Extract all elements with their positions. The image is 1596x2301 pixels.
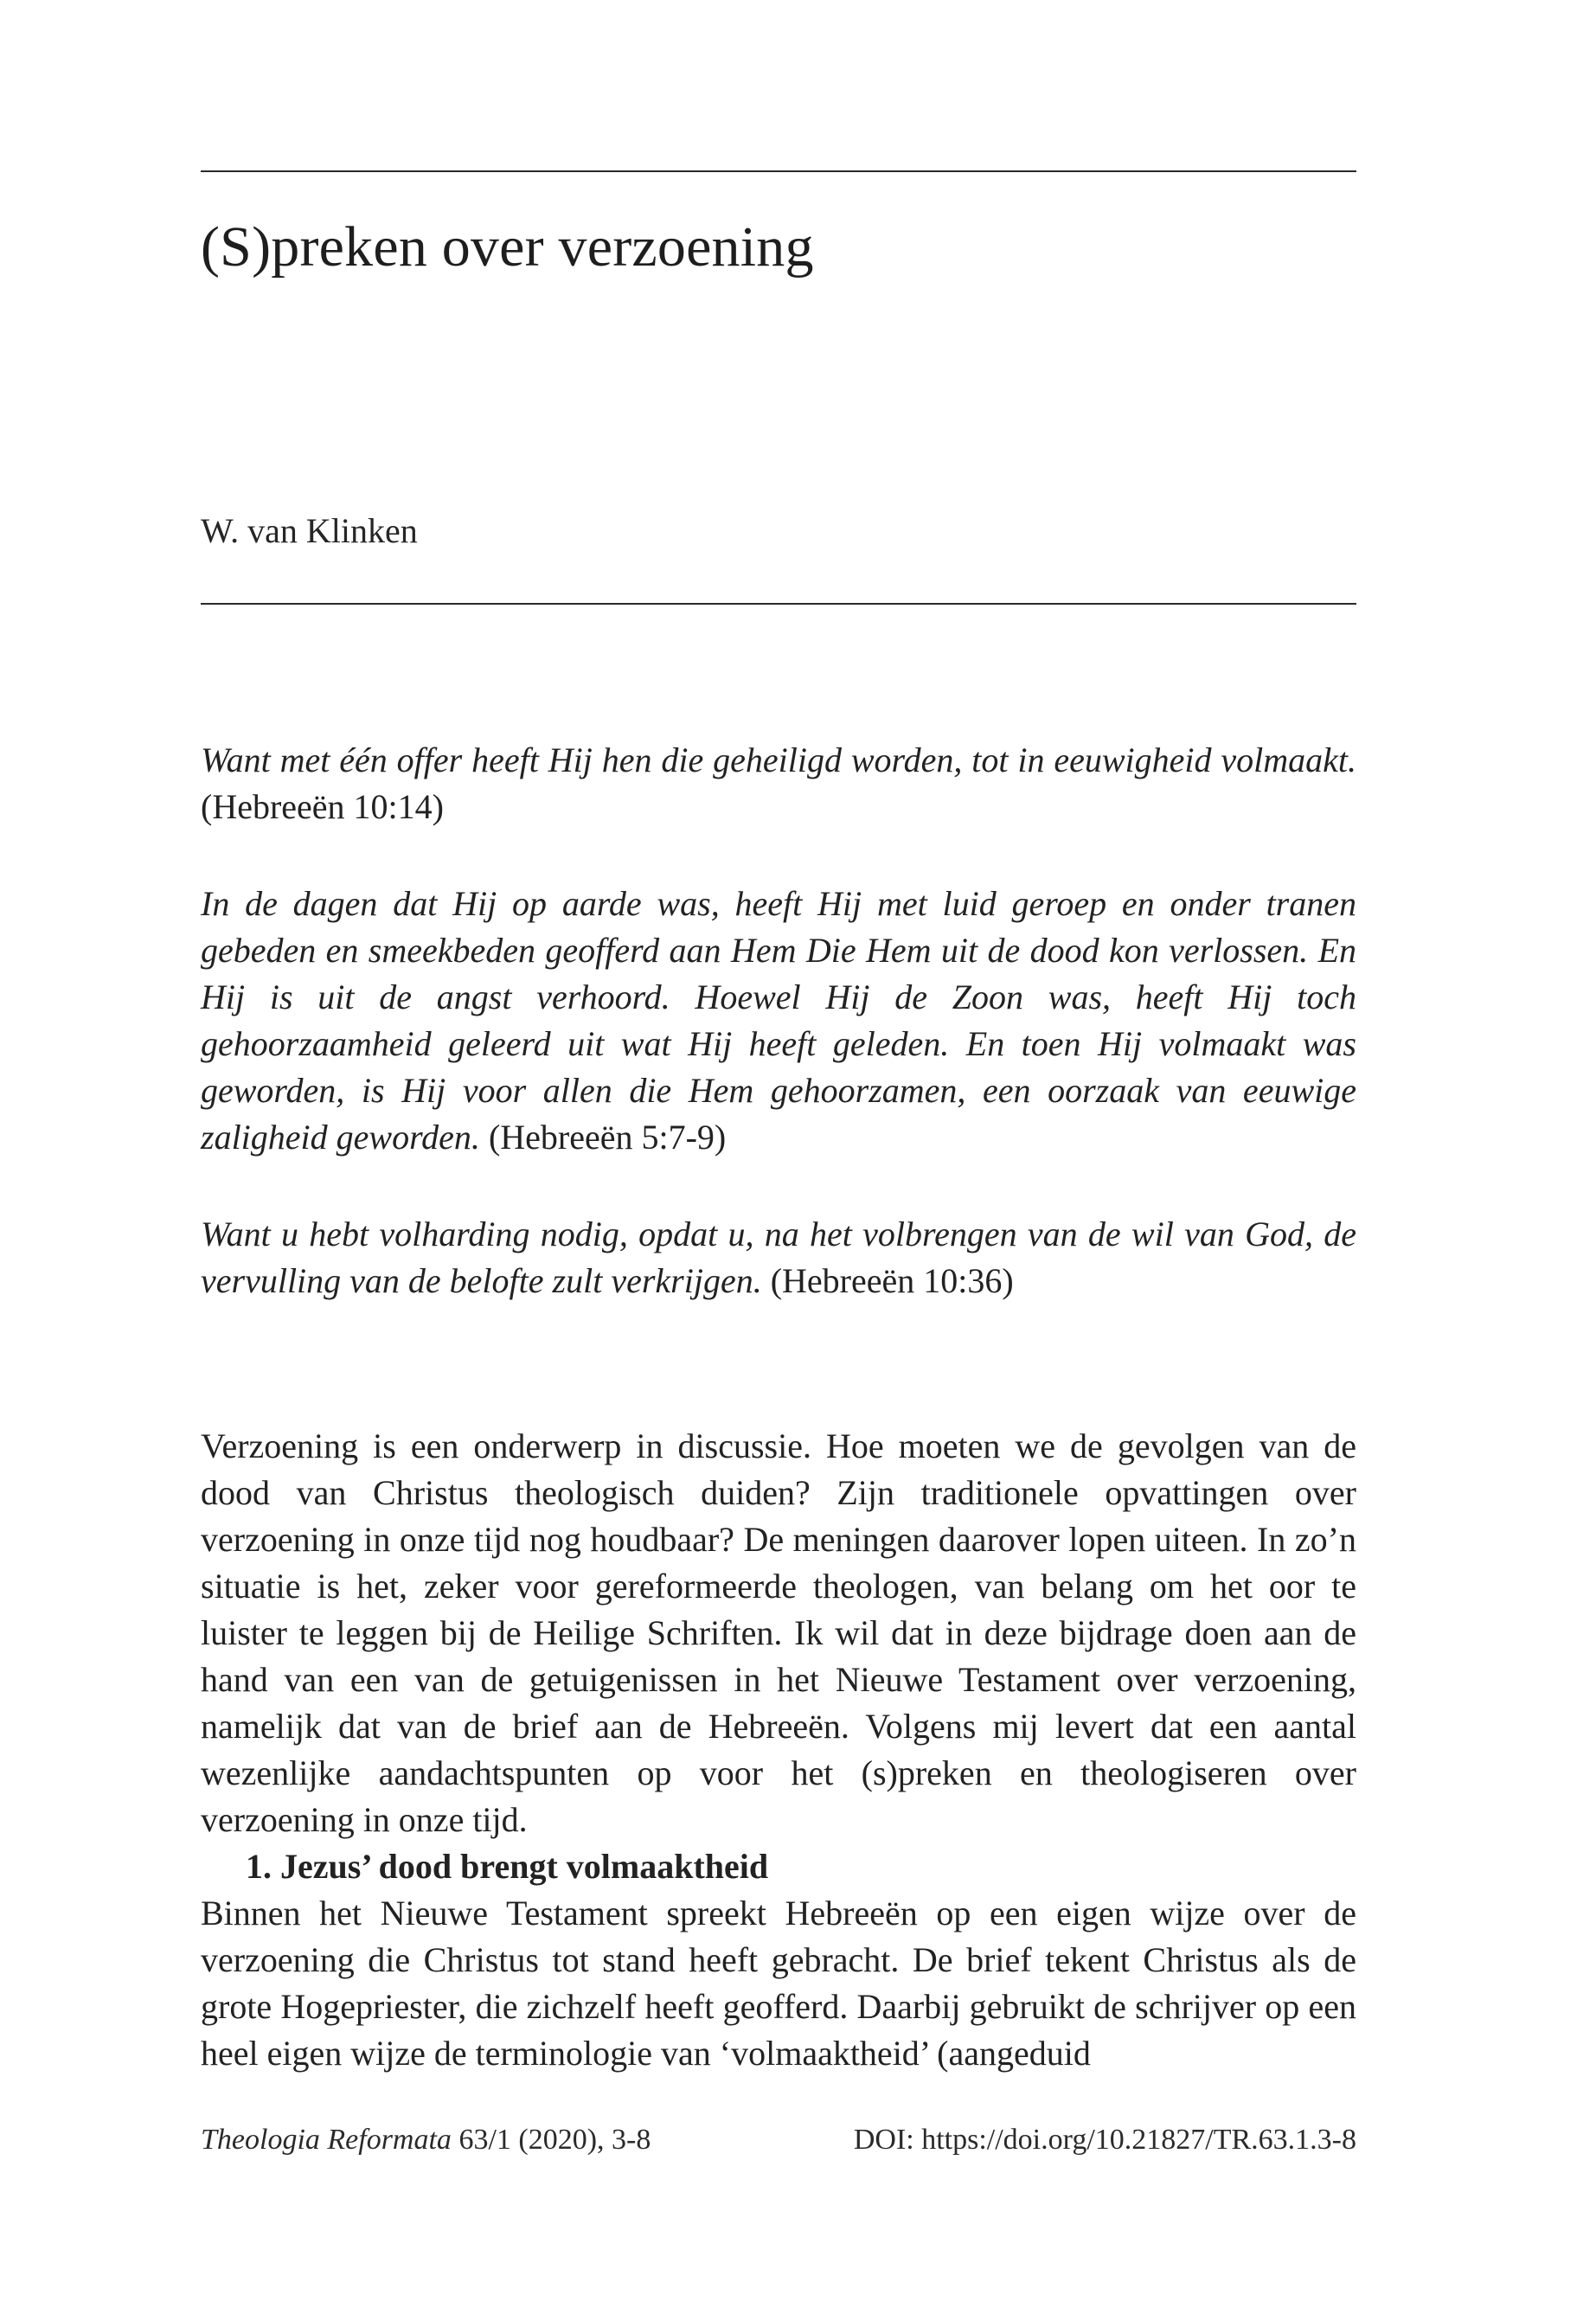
epigraph-quote: In de dagen dat Hij op aarde was, heeft Hij met luid geroep en onder tranen gebeden en smeekbeden geofferd aan Hem Die Hem uit de dood kon verlossen. En Hij is uit de angst verhoord. Hoewel Hij de Zoon was, heeft Hij toch gehoorzaamheid geleerd uit wat Hij heeft geleden. En toen Hij volmaakt was geworden, is Hij voor allen die Hem gehoorzamen, een oorzaak van eeuwige zaligheid geworden. bbox=[201, 884, 1356, 1157]
epigraph bbox=[201, 1211, 1356, 1304]
author-name: W. van Klinken bbox=[201, 511, 418, 550]
epigraph-reference: (Hebreeën 5:7-9) bbox=[488, 1118, 727, 1157]
journal-volume: 63/1 (2020), 3-8 bbox=[458, 2124, 651, 2156]
epigraph-reference: (Hebreeën 10:14) bbox=[201, 787, 444, 826]
doi-link[interactable]: DOI: https://doi.org/10.21827/TR.63.1.3-8 bbox=[853, 2124, 1356, 2156]
article-title: (S)preken over verzoening bbox=[201, 215, 814, 279]
section-paragraph: Binnen het Nieuwe Testament spreekt Hebreeën op een eigen wijze over de verzoening die Christus tot stand heeft gebracht. De brief tekent Christus als de grote Hogepriester, die zichzelf heeft geofferd. Daarbij gebruikt de schrijver op een heel eigen wijze de terminologie van ‘volmaaktheid’ (aangeduid bbox=[201, 1894, 1356, 2073]
journal-citation bbox=[201, 2124, 651, 2157]
epigraph-quote: Want u hebt volharding nodig, opdat u, na het volbrengen van de wil van God, de vervulling van de belofte zult verkrijgen. bbox=[201, 1215, 1356, 1300]
article-body bbox=[201, 1423, 1356, 2077]
intro-paragraph: Verzoening is een onderwerp in discussie. Hoe moeten we de gevolgen van de dood van Christus theologisch duiden? Zijn traditionele opvattingen over verzoening in onze tijd nog houdbaar? De meningen daarover lopen uiteen. In zo’n situatie is het, zeker voor gereformeerde theologen, van belang om het oor te luister te leggen bij de Heilige Schriften. Ik wil dat in deze bijdrage doen aan de hand van een van de getuigenissen in het Nieuwe Testament over verzoening, namelijk dat van de brief aan de Hebreeën. Volgens mij levert dat een aantal wezenlijke aandachtspunten op voor het (s)preken en theologiseren over verzoening in onze tijd. bbox=[201, 1426, 1356, 1839]
epigraph-quote: Want met één offer heeft Hij hen die geheiligd worden, tot in eeuwigheid volmaakt. bbox=[201, 740, 1356, 779]
epigraph-reference: (Hebreeën 10:36) bbox=[770, 1261, 1014, 1300]
journal-name: Theologia Reformata bbox=[201, 2124, 452, 2156]
page-footer bbox=[201, 2124, 1356, 2157]
author-rule bbox=[201, 603, 1356, 605]
epigraph bbox=[201, 737, 1356, 830]
section-heading: 1. Jezus’ dood brengt volmaaktheid bbox=[246, 1847, 769, 1886]
epigraphs bbox=[201, 737, 1356, 1355]
epigraph bbox=[201, 881, 1356, 1161]
top-rule bbox=[201, 170, 1356, 172]
